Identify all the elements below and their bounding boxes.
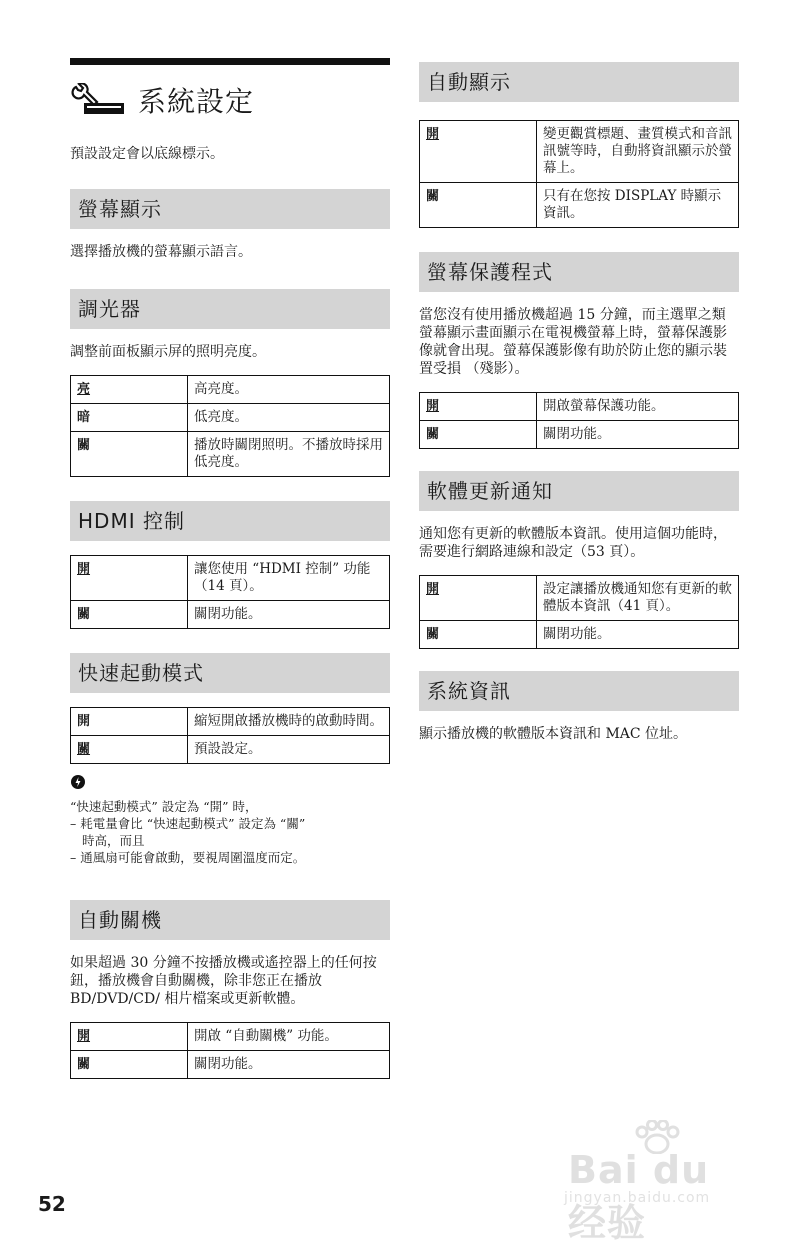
option-desc: 縮短開啟播放機時的啟動時間。: [188, 708, 390, 736]
table-row: [71, 404, 390, 432]
baidu-watermark: [562, 1120, 752, 1245]
quick-start-notes: [70, 798, 390, 866]
section-title-software-update: 軟體更新通知: [419, 471, 739, 511]
wrench-toolbox-icon: [70, 83, 128, 117]
section-body-dimmer: 調整前面板顯示屏的照明亮度。: [70, 344, 266, 360]
option-key: 關: [71, 601, 188, 629]
section-title-quick-start: 快速起動模式: [70, 653, 390, 693]
option-key: 開: [426, 127, 440, 142]
option-desc: 只有在您按 DISPLAY 時顯示資訊。: [537, 183, 739, 228]
option-key: 關: [420, 421, 537, 449]
watermark-logo: Bai du 经验: [568, 1148, 710, 1245]
note-icon: [70, 774, 86, 790]
section-title-auto-standby: 自動關機: [70, 900, 390, 940]
table-row: [71, 432, 390, 477]
option-desc: 低亮度。: [188, 404, 390, 432]
option-key: 關: [420, 183, 537, 228]
option-desc: 變更觀賞標題、畫質模式和音訊訊號等時，自動將資訊顯示於螢幕上。: [537, 121, 739, 183]
option-desc: 關閉功能。: [537, 421, 739, 449]
section-title-osd: 螢幕顯示: [70, 189, 390, 229]
option-desc: 關閉功能。: [188, 1051, 390, 1079]
option-desc: 預設設定。: [188, 736, 390, 764]
section-title-auto-display: 自動顯示: [419, 62, 739, 102]
table-row: [71, 556, 390, 601]
left-column: [70, 58, 390, 1079]
hdmi-table: [70, 555, 390, 629]
option-desc: 關閉功能。: [188, 601, 390, 629]
option-key: 亮: [77, 382, 91, 397]
option-desc: 設定讓播放機通知您有更新的軟體版本資訊（41 頁）。: [537, 576, 739, 621]
option-key: 開: [426, 399, 440, 414]
table-row: [420, 421, 739, 449]
chapter-intro: 預設設定會以底線標示。: [70, 146, 224, 162]
table-row: [71, 601, 390, 629]
table-row: [71, 736, 390, 764]
watermark-url: jingyan.baidu.com: [564, 1190, 711, 1206]
table-row: [420, 121, 739, 183]
section-body-auto-standby: 如果超過 30 分鐘不按播放機或遙控器上的任何按鈕，播放機會自動關機，除非您正在播放 BD/DVD/CD/ 相片檔案或更新軟體。: [70, 955, 377, 1007]
option-key: 開: [77, 1029, 91, 1044]
option-key: 開: [71, 708, 188, 736]
table-row: [420, 183, 739, 228]
note-line: – 耗電量會比 “快速起動模式” 設定為 “關”: [70, 816, 306, 831]
section-title-screen-saver: 螢幕保護程式: [419, 252, 739, 292]
option-key: 關: [71, 432, 188, 477]
option-key: 暗: [71, 404, 188, 432]
screen-saver-table: [419, 392, 739, 449]
note-line: 時高，而且: [82, 833, 145, 848]
table-row: [420, 621, 739, 649]
section-body-osd: 選擇播放機的螢幕顯示語言。: [70, 244, 252, 260]
table-row: [71, 708, 390, 736]
chapter-header: [70, 77, 390, 123]
option-key: 關: [420, 621, 537, 649]
quick-start-table: [70, 707, 390, 764]
option-key: 關: [71, 1051, 188, 1079]
software-update-table: [419, 575, 739, 649]
section-title-system-info: 系統資訊: [419, 671, 739, 711]
table-row: [71, 376, 390, 404]
option-desc: 高亮度。: [188, 376, 390, 404]
dimmer-table: [70, 375, 390, 477]
right-column: [419, 62, 739, 743]
section-title-dimmer: 調光器: [70, 289, 390, 329]
option-key: 關: [77, 742, 91, 757]
note-line: “快速起動模式” 設定為 “開” 時，: [70, 799, 258, 814]
option-desc: 開啟 “自動關機” 功能。: [188, 1023, 390, 1051]
chapter-title: 系統設定: [138, 85, 255, 118]
table-row: [71, 1023, 390, 1051]
option-desc: 播放時關閉照明。不播放時採用低亮度。: [188, 432, 390, 477]
note-line: – 通風扇可能會啟動，要視周圍溫度而定。: [70, 850, 306, 865]
option-key: 開: [77, 562, 91, 577]
auto-standby-table: [70, 1022, 390, 1079]
auto-display-table: [419, 120, 739, 228]
section-title-hdmi: HDMI 控制: [70, 501, 390, 541]
option-desc: 開啟螢幕保護功能。: [537, 393, 739, 421]
chapter-rule: [70, 58, 390, 65]
option-desc: 讓您使用 “HDMI 控制” 功能 （14 頁）。: [188, 556, 390, 601]
option-key: 開: [426, 582, 440, 597]
table-row: [71, 1051, 390, 1079]
table-row: [420, 576, 739, 621]
section-body-software-update: 通知您有更新的軟體版本資訊。使用這個功能時，需要進行網路連線和設定（53 頁）。: [419, 526, 727, 560]
table-row: [420, 393, 739, 421]
section-body-screen-saver: 當您沒有使用播放機超過 15 分鐘，而主選單之類螢幕顯示畫面顯示在電視機螢幕上時，螢幕保護影像就會出現。螢幕保護影像有助於防止您的顯示裝置受損 （殘影）。: [419, 307, 727, 377]
section-body-system-info: 顯示播放機的軟體版本資訊和 MAC 位址。: [419, 726, 688, 742]
page-number: 52: [38, 1192, 66, 1216]
option-desc: 關閉功能。: [537, 621, 739, 649]
